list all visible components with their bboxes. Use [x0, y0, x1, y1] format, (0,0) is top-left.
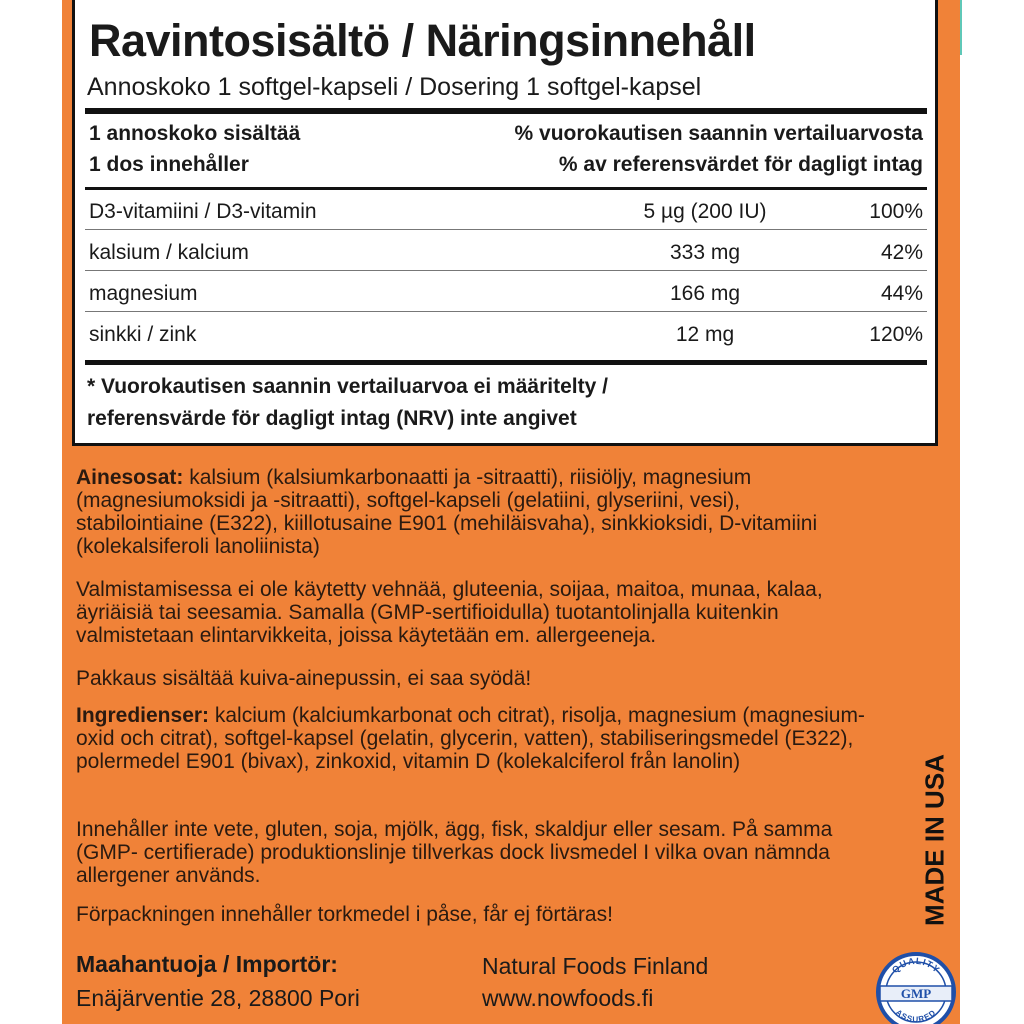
importer-name: Natural Foods Finland: [482, 953, 709, 979]
header-per-serving-sv: 1 dos innehåller: [89, 153, 249, 176]
divider-thick: [85, 108, 927, 114]
ingredients-fi: [76, 466, 866, 558]
nutrient-name: kalsium / kalcium: [89, 241, 249, 264]
nutrient-percent: 120%: [869, 323, 923, 346]
allergens-sv: Innehåller inte vete, gluten, soja, mjölk, ägg, fisk, skaldjur eller sesam. På samma (GMP- certifierade) produktionslinje tillverkas dock livsmedel I vilka ovan nämnda allergener används.: [76, 818, 833, 887]
gmp-quality-seal-icon: [874, 950, 958, 1024]
nutrient-row: [85, 272, 927, 312]
nutrition-title: Ravintosisältö / Näringsinnehåll: [89, 15, 756, 66]
header-reference-intake-fi: % vuorokautisen saannin vertailuarvosta: [514, 122, 923, 145]
row-divider: [85, 311, 927, 312]
seal-top-text: QUALITY: [889, 955, 943, 976]
made-in-usa: MADE IN USA: [919, 754, 950, 926]
nrv-footnote-sv: referensvärde för dagligt intag (NRV) inte angivet: [87, 407, 577, 430]
divider-bottom: [85, 360, 927, 365]
nutrient-row: [85, 190, 927, 230]
row-divider: [85, 229, 927, 230]
header-reference-intake-sv: % av referensvärdet för dagligt intag: [558, 153, 923, 176]
desiccant-warning-sv: Förpackningen innehåller torkmedel i påse, får ej förtäras!: [76, 903, 613, 926]
importer-address: Enäjärventie 28, 28800 Pori: [76, 985, 360, 1011]
nutrient-amount: 166 mg: [669, 282, 741, 305]
nutrient-percent: 44%: [880, 282, 923, 305]
ingredients-sv-label: Ingredienser:: [76, 704, 210, 727]
header-per-serving-fi: 1 annoskoko sisältää: [89, 122, 301, 145]
nutrient-name: D3-vitamiini / D3-vitamin: [89, 200, 317, 223]
ingredients-sv-text: kalcium (kalciumkarbonat och citrat), risolja, magnesium (magnesium-oxid och citrat), softgel-kapsel (gelatin, glycerin, vatten), stabiliseringsmedel (E322), polermedel E901 (bivax), zinkoxid, vitamin D (kolekalciferol från lanolin): [76, 704, 865, 773]
nutrient-amount: 5 µg (200 IU): [643, 200, 767, 223]
serving-size: Annoskoko 1 softgel-kapseli / Dosering 1 softgel-kapsel: [87, 73, 702, 101]
nutrient-name: magnesium: [89, 282, 198, 305]
nutrient-percent: 42%: [880, 241, 923, 264]
nutrient-name: sinkki / zink: [89, 323, 197, 346]
nutrient-row: [85, 231, 927, 271]
row-divider: [85, 270, 927, 271]
allergens-fi: Valmistamisessa ei ole käytetty vehnää, gluteenia, soijaa, maitoa, munaa, kalaa, äyriäisiä tai seesamia. Samalla (GMP-sertifioidulla) tuotantolinjalla kuitenkin valmistetaan elintarvikkeita, joissa käytetään em. allergeeneja.: [76, 578, 823, 647]
seal-bottom-text: ASSURED: [893, 1007, 939, 1024]
nutrient-row: [85, 313, 927, 353]
nrv-footnote-fi: * Vuorokautisen saannin vertailuarvoa ei määritelty /: [87, 375, 608, 398]
ingredients-sv: [76, 704, 866, 773]
seal-center-text: GMP: [900, 986, 932, 1001]
nutrient-amount: 333 mg: [669, 241, 741, 264]
importer-label: Maahantuoja / Importör:: [76, 951, 338, 977]
ingredients-fi-text: kalsium (kalsiumkarbonaatti ja -sitraatti), riisiöljy, magnesium (magnesiumoksidi ja -sitraatti), softgel-kapseli (gelatiini, glyseriini, vesi), stabilointiaine (E322), kiillotusaine E901 (mehiläisvaha), sinkkioksidi, D-vitamiini (kolekalsiferoli lanoliinista): [76, 466, 818, 558]
nutrient-amount: 12 mg: [675, 323, 735, 346]
nutrition-facts-box: [72, 0, 938, 446]
ingredients-fi-label: Ainesosat:: [76, 466, 184, 489]
importer-website: www.nowfoods.fi: [482, 985, 654, 1011]
nutrient-percent: 100%: [869, 200, 923, 223]
desiccant-warning-fi: Pakkaus sisältää kuiva-ainepussin, ei saa syödä!: [76, 667, 532, 690]
